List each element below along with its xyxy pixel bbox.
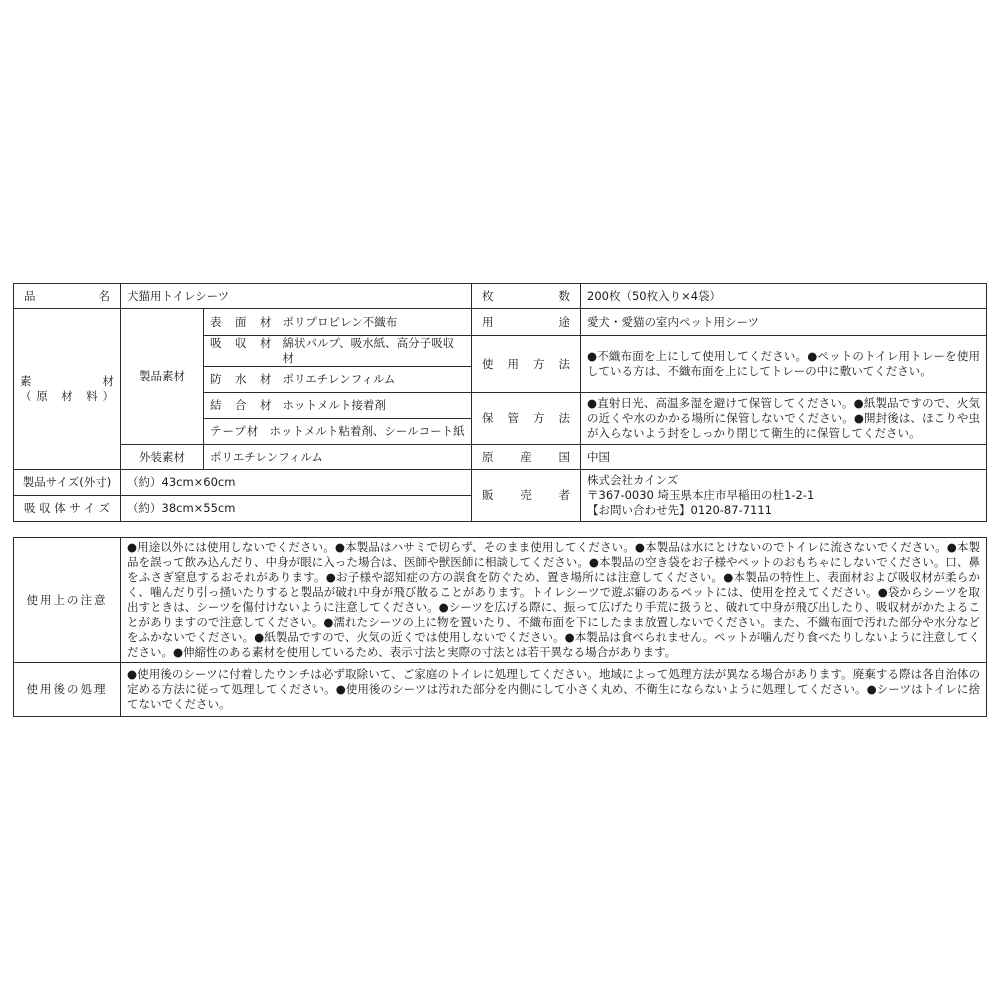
material-value: ポリエチレンフィルム <box>282 372 396 386</box>
material-key: テープ材 <box>210 424 260 438</box>
material-key: 吸 収 材 <box>210 336 273 350</box>
packaging-value: ポリエチレンフィルム <box>204 445 472 470</box>
material-key: 表 面 材 <box>210 314 273 329</box>
disposal-text: ●使用後のシーツに付着したウンチは必ず取除いて、ご家庭のトイレに処理してください。地域によって処理方法が異なる場合があります。廃棄する際は各自治体の定める方法に従って処理してください。●使用後のシーツは汚れた部分を内側にして小さく丸め、不衛生にならないように処理してください。●シーツはトイレに捨てないでください。 <box>121 663 987 717</box>
count-value: 200枚（50枚入り×4袋） <box>581 284 987 309</box>
caution-text: ●用途以外には使用しないでください。●本製品はハサミで切らず、そのまま使用してください。●本製品は水にとけないのでトイレに流さないでください。●本製品を誤って飲み込んだり、中身が眼に入った場合は、医師や獣医師に相談してください。●本製品の空き袋をお子様やペットのおもちゃにしないでください。口、鼻をふさぎ窒息するおそれがあります。●お子様や認知症の方の誤食を防ぐため、置き場所には注意してください。●本製品の特性上、表面材および吸収材が柔らかく、噛んだり引っ掻いたりすると製品が破れ中身が飛び散ることがあります。トイレシーツで遊ぶ癖のあるペットには、使用を控えてください。●袋からシーツを取出すときは、シーツを傷付けないように注意してください。●シーツを広げる際に、振って広げたり手荒に扱うと、破れて中身が飛び出したり、吸収材がかたよることがありますので注意してください。●濡れたシーツの上に物を置いたり、不織布面を下にしたまま放置しないでください。また、不織布面で汚れた部分や水分などをふかないでください。●紙製品ですので、火気の近くでは使用しないでください。●本製品は食べられません。ペットが噛んだり食べたりしないように注意してください。●伸縮性のある素材を使用しているため、表示寸法と実際の寸法とは若干異なる場合があります。 <box>121 538 987 663</box>
seller-info <box>581 470 987 522</box>
material-value: ポリプロピレン不織布 <box>282 314 398 329</box>
disposal-label: 使用後の処理 <box>14 663 121 717</box>
material-row <box>204 419 472 445</box>
caution-label: 使用上の注意 <box>14 538 121 663</box>
howto-label: 使 用 方 法 <box>472 336 581 393</box>
usage-table <box>13 537 987 717</box>
spec-table <box>13 283 987 522</box>
material-key: 防 水 材 <box>210 372 273 386</box>
product-name-label: 品 名 <box>14 284 121 309</box>
material-row <box>204 336 472 367</box>
seller-label: 販 売 者 <box>472 470 581 522</box>
material-value: ホットメルト接着剤 <box>282 398 386 412</box>
size-value: （約）43cm×60cm <box>121 470 472 496</box>
material-label <box>14 309 121 470</box>
origin-label: 原 産 国 <box>472 445 581 470</box>
material-value: 綿状パルプ、吸水紙、高分子吸収材 <box>282 336 455 365</box>
absorb-label: 吸収体サイズ <box>14 496 121 522</box>
material-label-sub: （原 材 料） <box>20 389 114 403</box>
material-row <box>204 309 472 336</box>
seller-contact: 【お問い合わせ先】0120-87-7111 <box>587 503 772 517</box>
material-key: 結 合 材 <box>210 398 273 412</box>
origin-value: 中国 <box>581 445 987 470</box>
material-label-main: 素 材 <box>20 374 114 388</box>
storage-value: ●直射日光、高温多湿を避けて保管してください。●紙製品ですので、火気の近くや水のかかる場所に保管しないでください。●開封後は、ほこりや虫が入らないよう封をしっかり閉じて衛生的に保管してください。 <box>581 393 987 445</box>
packaging-label: 外装素材 <box>121 445 204 470</box>
seller-address: 〒367-0030 埼玉県本庄市早稲田の杜1-2-1 <box>587 488 815 502</box>
product-name: 犬猫用トイレシーツ <box>121 284 472 309</box>
absorb-value: （約）38cm×55cm <box>121 496 472 522</box>
material-row <box>204 393 472 419</box>
material-value: ホットメルト粘着剤、シールコート紙 <box>269 424 465 438</box>
seller-name: 株式会社カインズ <box>587 473 679 487</box>
count-label: 枚 数 <box>472 284 581 309</box>
material-row <box>204 367 472 393</box>
howto-value: ●不織布面を上にして使用してください。●ペットのトイレ用トレーを使用している方は、不織布面を上にしてトレーの中に敷いてください。 <box>581 336 987 393</box>
purpose-label: 用 途 <box>472 309 581 336</box>
product-material-label: 製品素材 <box>121 309 204 445</box>
size-label: 製品サイズ(外寸) <box>14 470 121 496</box>
storage-label: 保 管 方 法 <box>472 393 581 445</box>
purpose-value: 愛犬・愛猫の室内ペット用シーツ <box>581 309 987 336</box>
